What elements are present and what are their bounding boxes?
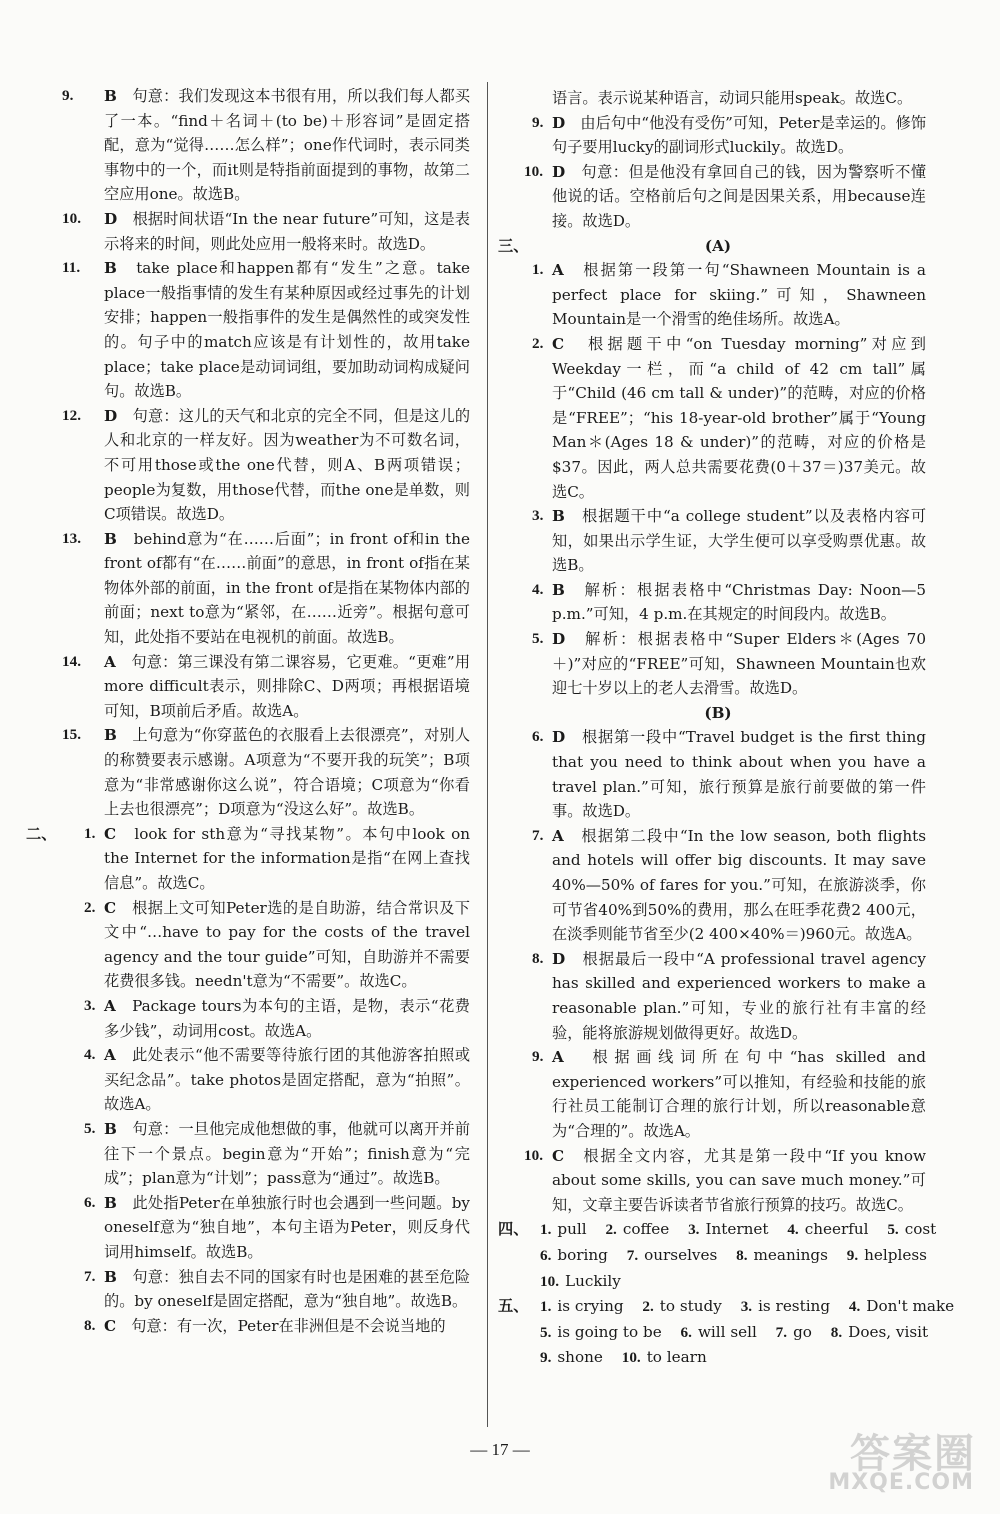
section-label: 二、 — [26, 824, 57, 843]
item-number: 15. — [62, 726, 81, 744]
explanation: 句意：独自去不同的国家有时也是困难的甚至危险的。by oneself是固定搭配，意为“独自地”。故选B。 — [104, 1267, 471, 1311]
answer-continuation — [510, 86, 926, 111]
item-number: 8. — [532, 949, 544, 967]
answer-letter: D — [552, 630, 566, 649]
explanation: 此处指Peter在单独旅行时也会遇到一些问题。by oneself意为“独自地”，本句主语为Peter，则反身代词用himself。故选B。 — [104, 1193, 470, 1261]
word-answer: 3. is resting — [740, 1297, 831, 1316]
explanation: behind意为“在……后面”；in front of和in the front of都有“在……前面”的意思，in front of指在某物体外部的前面，in the front of是指在某物体内部的前面；next to意为“紧邻，在……近旁”。根据句意可知，此处指不要站在电视机的前面。故选B。 — [104, 529, 470, 647]
answer-letter: A — [104, 996, 116, 1015]
item-number: 2. — [84, 898, 96, 916]
word-answer: 5. is going to be — [540, 1322, 662, 1341]
watermark-url: MXQE.COM — [828, 1470, 974, 1495]
word-answer: 7. ourselves — [626, 1245, 718, 1264]
answer-letter: A — [552, 261, 564, 280]
answer-item — [62, 650, 470, 724]
item-number: 12. — [62, 406, 81, 424]
item-number: 1. — [532, 261, 544, 279]
item-number: 9. — [62, 87, 74, 104]
explanation: 根据第二段中“In the low season, both flights and hotels will offer big discounts. It may save 40%—50% of fares for you.”可知，在旅游淡季，你可节省40%到50%的费用，那么在旺季花费2 400元，在淡季则能节省至少(2 400×40%＝)960元。故选A。 — [552, 826, 926, 944]
item-number: 9. — [532, 1048, 544, 1066]
word-answer: 6. will sell — [680, 1322, 757, 1341]
answer-item — [510, 504, 926, 578]
word-answer: 10. to learn — [621, 1348, 707, 1367]
item-number: 13. — [62, 529, 81, 547]
item-number: 1. — [84, 824, 96, 842]
explanation: 根据上文可知Peter选的是自助游，结合常识及下文中“…have to pay for the costs of the travel agency and the tour guide”可知，自助游并不需要花费很多钱。needn't意为“不需要”。故选C。 — [104, 898, 470, 991]
answer-letter: B — [104, 1193, 117, 1212]
explanation: 根据题干中“a college student”以及表格内容可知，如果出示学生证，大学生便可以享受购票优惠。故选B。 — [552, 507, 927, 575]
answer-item — [62, 527, 470, 650]
item-number: 9. — [532, 113, 544, 131]
word-answer: 4. Don't make — [848, 1297, 955, 1316]
answer-item — [62, 1043, 470, 1117]
answer-item — [62, 1117, 470, 1191]
word-list — [540, 1220, 950, 1238]
explanation: look for sth意为“寻找某物”。本句中look on the Internet for the information是指“在网上查找信息”。故选C。 — [104, 824, 470, 892]
answer-item — [510, 1144, 926, 1218]
explanation: 解析：根据表格中“Super Elders＊(Ages 70＋)”对应的“FREE”可知，Shawneen Mountain也欢迎七十岁以上的老人去滑雪。故选D。 — [552, 630, 927, 698]
word-answer: 8. Does, visit — [830, 1322, 929, 1341]
answer-item — [510, 947, 926, 1045]
answer-item — [510, 258, 926, 332]
answer-item — [510, 725, 926, 823]
watermark-logo — [820, 1422, 980, 1500]
answer-item — [62, 207, 470, 256]
part-heading: (B) — [704, 703, 732, 722]
word-answer: 2. to study — [642, 1297, 722, 1316]
item-number: 3. — [532, 507, 544, 525]
item-number: 11. — [62, 259, 81, 277]
explanation: 语言。表示说某种语言，动词只能用speak。故选C。 — [552, 89, 913, 107]
answer-item — [62, 723, 470, 821]
answer-letter: C — [104, 898, 117, 917]
explanation: 解析：根据表格中“Christmas Day: Noon—5 p.m.”可知，4 p.m.在其规定的时间段内。故选B。 — [552, 580, 926, 624]
answer-letter: D — [552, 113, 566, 132]
item-number: 3. — [84, 996, 96, 1014]
section-four-row — [498, 1243, 926, 1269]
answer-letter: D — [552, 162, 566, 181]
answer-item — [510, 578, 926, 627]
answer-letter: B — [104, 87, 117, 105]
word-answer: 1. pull — [540, 1220, 587, 1239]
word-answer: 8. meanings — [736, 1245, 828, 1264]
answer-item — [84, 822, 470, 896]
item-number: 6. — [84, 1193, 96, 1211]
explanation: 由后句中“他没有受伤”可知，Peter是幸运的。修饰句子要用lucky的副词形式luckily。故选D。 — [552, 113, 927, 157]
explanation: take place和happen都有“发生”之意。take place一般指事情的发生有某种原因或经过事先的计划安排；happen一般指事件的发生是偶然性的或突发性的。句子中的match应该是有计划性的，故用take place；take place是动词词组，要加助动词构成疑问句。故选B。 — [104, 259, 471, 401]
explanation: 根据第一段第一句“Shawneen Mountain is a perfect place for skiing.”可知，Shawneen Mountain是一个滑雪的绝佳场所。故选A。 — [552, 261, 926, 329]
item-number: 8. — [84, 1316, 96, 1334]
explanation: 根据全文内容，尤其是第一段中“If you know about some skills, you can save much money.”可知，文章主要告诉读者节省旅行预算的技巧。故选C。 — [552, 1146, 926, 1214]
item-number: 7. — [84, 1267, 96, 1285]
answer-item — [62, 84, 470, 207]
answer-item — [62, 1191, 470, 1265]
section-five-row — [498, 1320, 929, 1346]
explanation: 此处表示“他不需要等待旅行团的其他游客拍照或买纪念品”。take photos是固定搭配，意为“拍照”。故选A。 — [104, 1046, 471, 1114]
word-answer: 1. is crying — [540, 1297, 624, 1316]
page-number: — 17 — — [470, 1440, 530, 1459]
answer-letter: C — [104, 824, 117, 843]
section-five-row — [498, 1345, 926, 1371]
word-answer: 10. Luckily — [540, 1271, 621, 1290]
answer-letter: C — [552, 1146, 565, 1165]
answer-letter: D — [104, 406, 118, 425]
section-two — [26, 822, 470, 896]
part-heading: (A) — [704, 236, 732, 255]
word-answer: 5. cost — [887, 1220, 937, 1239]
explanation: 句意：但是他没有拿回自己的钱，因为警察听不懂他说的话。空格前后句之间是因果关系，用because连接。故选D。 — [552, 162, 927, 230]
answer-letter: B — [104, 1119, 117, 1138]
column-divider — [487, 82, 488, 1427]
answer-item — [510, 824, 926, 947]
explanation: 句意：我们发现这本书很有用，所以我们每人都买了一本。“find＋名词＋(to be)＋形容词”是固定搭配，意为“觉得……怎么样”；one作代词时，表示同类事物中的一个，而it则是特指前面提到的事物，故第二空应用one。故选B。 — [104, 87, 471, 204]
word-answer: 4. cheerful — [787, 1220, 869, 1239]
section-three-header — [498, 234, 926, 259]
item-number: 5. — [84, 1119, 96, 1137]
answer-item — [62, 1265, 470, 1314]
answer-item — [62, 1314, 470, 1339]
section-four — [498, 1217, 937, 1243]
answer-letter: C — [104, 1316, 117, 1335]
item-number: 14. — [62, 652, 81, 670]
left-column — [26, 84, 471, 1338]
answer-item — [510, 160, 926, 234]
explanation: 根据画线词所在句中“has skilled and experienced workers”可以推知，有经验和技能的旅行社员工能制订合理的旅行计划，所以reasonable意为“合理的”。故选A。 — [552, 1048, 926, 1140]
word-answer: 3. Internet — [688, 1220, 769, 1239]
word-answer: 6. boring — [540, 1245, 608, 1264]
answer-item — [62, 256, 470, 404]
answer-letter: C — [552, 334, 565, 353]
answer-letter: A — [104, 1046, 116, 1065]
answer-letter: A — [104, 652, 116, 671]
word-answer: 9. helpless — [846, 1245, 927, 1264]
item-number: 10. — [62, 209, 81, 227]
explanation: 句意：一旦他完成他想做的事，他就可以离开并前往下一个景点。begin意为“开始”；finish意为“完成”；plan意为“计划”；pass意为“通过”。故选B。 — [104, 1119, 471, 1188]
watermark-text: 答案圈 — [850, 1431, 976, 1477]
item-number: 10. — [524, 162, 543, 180]
section-label: 三、 — [498, 236, 529, 255]
explanation: 根据时间状语“In the near future”可知，这是表示将来的时间，则此处应用一般将来时。故选D。 — [104, 209, 470, 253]
explanation: 上句意为“你穿蓝色的衣服看上去很漂亮”，对别人的称赞要表示感谢。A项意为“不要开我的玩笑”；B项意为“非常感谢你这么说”，符合语境；C项意为“你看上去也很漂亮”；D项意为“没这么好”。故选B。 — [104, 726, 471, 819]
answer-item — [62, 896, 470, 994]
item-number: 4. — [84, 1046, 96, 1064]
answer-letter: B — [552, 507, 565, 526]
section-label: 五、 — [498, 1297, 529, 1316]
item-number: 5. — [532, 630, 544, 648]
word-answer: 9. shone — [540, 1348, 603, 1367]
answer-item — [62, 994, 470, 1043]
item-number: 7. — [532, 826, 544, 844]
answer-item — [510, 111, 926, 160]
answer-letter: D — [104, 209, 118, 228]
answer-item — [510, 1045, 926, 1143]
answer-item — [510, 332, 926, 504]
section-label: 四、 — [498, 1220, 529, 1239]
answer-letter: B — [552, 580, 565, 599]
answer-letter: A — [552, 826, 564, 845]
item-number: 2. — [532, 334, 544, 352]
word-answer: 2. coffee — [605, 1220, 670, 1239]
item-number: 6. — [532, 728, 544, 746]
explanation: 句意：有一次，Peter在非洲但是不会说当地的 — [131, 1316, 446, 1335]
section-four-row — [498, 1269, 926, 1295]
answer-letter: B — [104, 1267, 117, 1286]
word-answer: 7. go — [775, 1322, 812, 1341]
explanation: Package tours为本句的主语，是物，表示“花费多少钱”，动词用cost。故选A。 — [104, 996, 470, 1040]
explanation: 句意：第三课没有第二课容易，它更难。“更难”用more difficult表示，则排除C、D两项；再根据语境可知，B项前后矛盾。故选A。 — [104, 652, 471, 720]
answer-item — [62, 404, 470, 527]
explanation: 句意：这儿的天气和北京的完全不同，但是这儿的人和北京的一样友好。因为weather为不可数名词，不可用those或the one代替，则A、B两项错误；people为复数，用those代替，而the one是单数，则C项错误。故选D。 — [104, 406, 471, 524]
item-number: 10. — [524, 1146, 543, 1164]
answer-letter: A — [552, 1048, 564, 1067]
answer-letter: D — [552, 949, 566, 968]
answer-letter: B — [104, 529, 117, 548]
answer-letter: B — [104, 726, 117, 745]
explanation: 根据题干中“on Tuesday morning”对应到Weekday一栏，而“a child of 42 cm tall”属于“Child (46 cm tall & under)”的范畴，对应的价格是“FREE”；“his 18-year-old brother”属于“Young Man＊(Ages 18 & under)”的范畴，对应的价格是$37。因此，两人总共需要花费(0＋37＝)37美元。故选C。 — [552, 334, 926, 501]
answer-item — [510, 627, 926, 701]
explanation: 根据第一段中“Travel budget is the first thing that you need to think about when you have a travel plan.”可知，旅行预算是旅行前要做的第一件事。故选D。 — [552, 728, 926, 821]
answer-letter: D — [552, 728, 566, 747]
right-column — [498, 86, 955, 1371]
item-number: 4. — [532, 580, 544, 598]
section-five — [498, 1294, 955, 1320]
answer-letter: B — [104, 259, 117, 278]
explanation: 根据最后一段中“A professional travel agency has skilled and experienced workers to make a reasonable plan.”可知，专业的旅行社有丰富的经验，能将旅游规划做得更好。故选D。 — [552, 949, 926, 1042]
